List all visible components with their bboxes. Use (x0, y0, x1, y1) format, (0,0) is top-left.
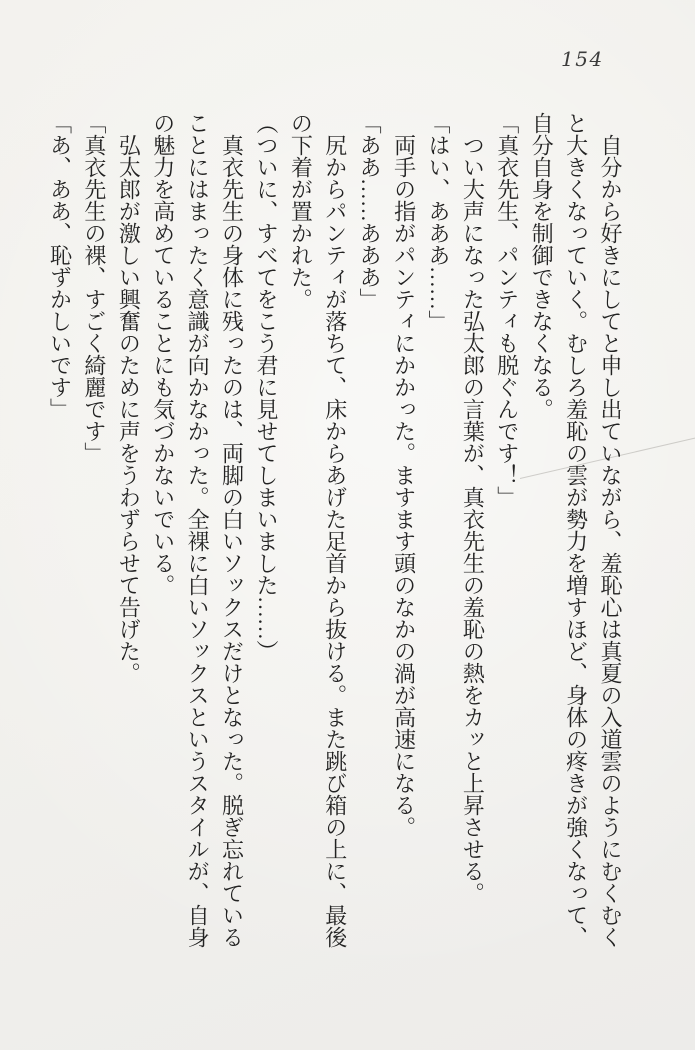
vertical-text-block (42, 112, 627, 964)
text-line: の魅力を高めていることにも気づかないでいる。 (150, 112, 176, 596)
text-line: 「はい、あああ……」 (425, 112, 451, 332)
text-line: 自分から好きにしてと申し出ていながら、羞恥心は真夏の入道雲のようにむくむく (598, 112, 623, 948)
text-line: と大きくなっていく。むしろ羞恥の雲が勢力を増すほど、身体の疼きが強くなって、 (563, 112, 589, 948)
text-line: 弘太郎が激しい興奮のために声をうわずらせて告げた。 (116, 112, 142, 684)
text-line: 「あ、ああ、恥ずかしいです」 (47, 112, 73, 420)
text-line: 「ああ……あああ」 (357, 112, 383, 310)
text-line: 真衣先生の身体に残ったのは、両脚の白いソックスだけとなった。脱ぎ忘れている (219, 112, 245, 948)
page-number: 154 (561, 47, 604, 71)
text-line: 自分自身を制御できなくなる。 (529, 112, 555, 420)
text-line: ことにはまったく意識が向かなかった。全裸に白いソックスというスタイルが、自身 (185, 112, 211, 948)
text-line: 「真衣先生の裸、すごく綺麗です」 (81, 112, 107, 464)
text-line: つい大声になった弘太郎の言葉が、真衣先生の羞恥の熱をカッと上昇させる。 (460, 112, 486, 904)
text-line: 尻からパンティが落ちて、床からあげた足首から抜ける。また跳び箱の上に、最後 (322, 112, 348, 948)
text-line: （ついに、すべてをこう君に見せてしまいました……） (253, 112, 279, 662)
text-line: 両手の指がパンティにかかった。ますます頭のなかの渦が高速になる。 (391, 112, 417, 838)
text-line: の下着が置かれた。 (288, 112, 314, 310)
text-line: 「真衣先生、パンティも脱ぐんです！」 (494, 112, 520, 508)
